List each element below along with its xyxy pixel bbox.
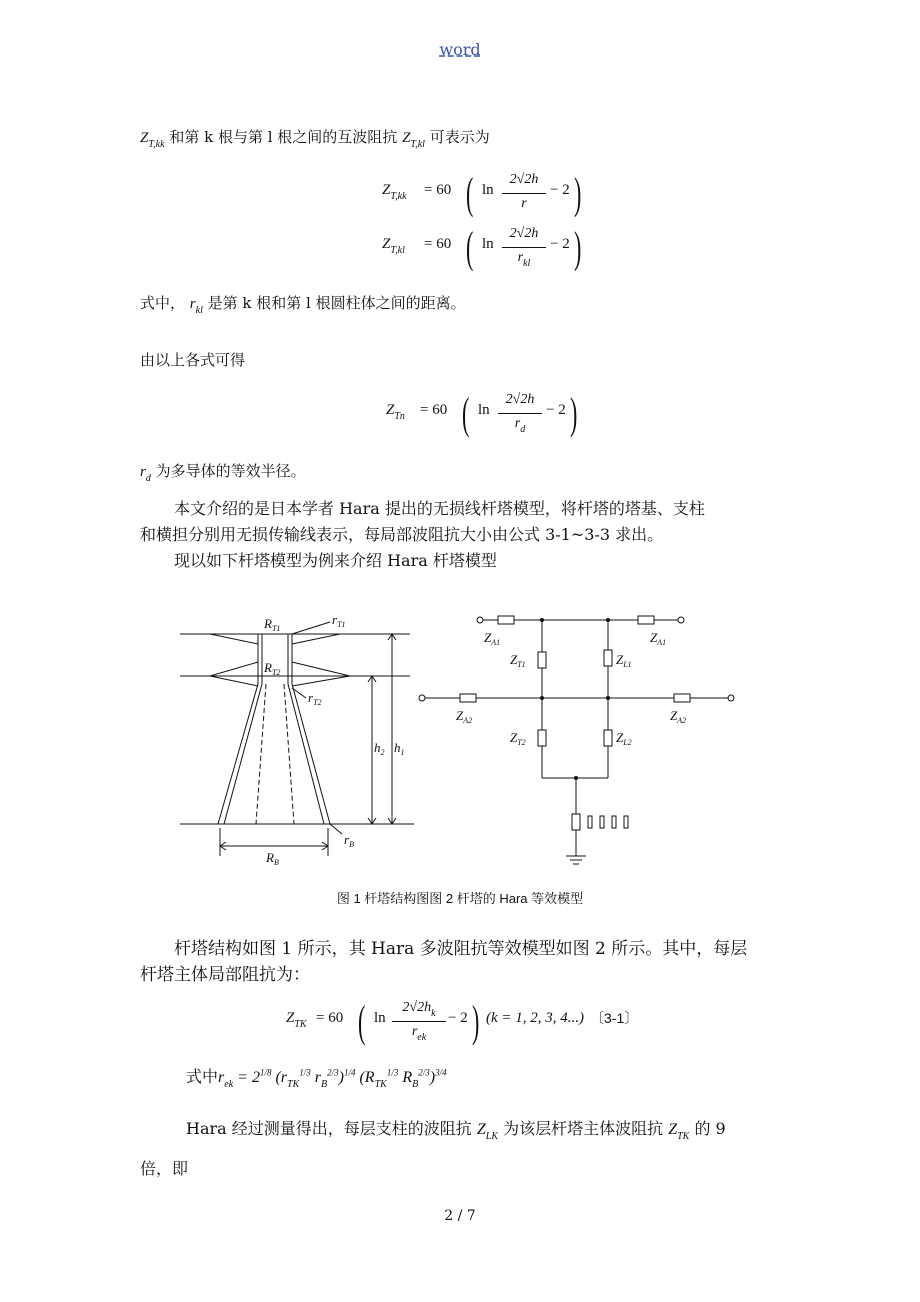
label-zl2: $Z_{L2}$ — [616, 730, 632, 747]
label-RT2: $R_{T2}$ — [264, 660, 281, 677]
var-z-tkl: $Z_{T,kl}$ — [402, 130, 425, 150]
label-zt2: $Z_{T2}$ — [510, 730, 526, 747]
label-zt1: $Z_{T1}$ — [510, 652, 526, 669]
paragraph-impedance-intro — [140, 126, 490, 156]
label-za1-right: $Z_{A1}$ — [650, 630, 667, 647]
figure-tower-structure — [170, 600, 430, 870]
label-za2-right: $Z_{A2}$ — [670, 708, 687, 725]
equation-z-tkk: $Z_{T,kk}$ = 60 ( ln 2√2h r − 2 ) — [382, 169, 582, 218]
figure-hara-circuit — [418, 600, 748, 872]
equation-z-tk: $Z_{TK}$ = 60 ( ln $2√2h_k$ $r_{ek}$ − 2 ) (k = 1, 2, 3, 4...) 〔3-1〕 — [286, 997, 639, 1046]
paragraph-rd-def: $r_d$ 为多导体的等效半径。 — [140, 462, 306, 484]
label-rT2: $r_{T2}$ — [308, 690, 322, 707]
text: 可表示为 — [429, 128, 490, 146]
label-RT1: $R_{T1}$ — [264, 616, 281, 633]
paragraph-rkl-def: 式中， $r_{kl}$ 是第 k 根和第 l 根圆柱体之间的距离。 — [140, 294, 466, 316]
label-h2: $h_2$ — [374, 740, 385, 757]
var-z-tkk: $Z_{T,kk}$ — [140, 130, 165, 150]
label-h1: $h_1$ — [394, 740, 405, 757]
equation-r-ek: 式中$r_{ek} = 2^{1/8}$ ($r_{TK}^{1/3}$ $r_B^{2/3})^{1/4}$ ($R_{TK}^{1/3}$ $R_B^{2/3})^{3/4}$ — [186, 1067, 447, 1090]
page-number: 2 / 7 — [444, 1208, 476, 1224]
paragraph-hara-intro: 本文介绍的是日本学者 Hara 提出的无损线杆塔模型，将杆塔的塔基、支柱 和横担分别用无损传输线表示，每局部波阻抗大小由公式 3-1~3-3 求出。 现以如下杆塔模型为例来介绍 Hara 杆塔模型 — [140, 499, 705, 570]
label-za1-left: $Z_{A1}$ — [484, 630, 501, 647]
label-RB: $R_B$ — [266, 850, 279, 867]
paragraph-hara-measure: Hara 经过测量得出，每层支柱的波阻抗 $Z_{LK}$ 为该层杆塔主体波阻抗 $Z_{TK}$ 的 9 倍，即 — [140, 1119, 726, 1178]
label-rT1: $r_{T1}$ — [332, 612, 346, 629]
text: 和第 k 根与第 l 根之间的互波阻抗 — [169, 128, 398, 146]
equation-z-tkl: $Z_{T,kl}$ = 60 ( ln 2√2h $r_{kl}$ − 2 ) — [382, 223, 582, 272]
page-header-link[interactable]: word — [439, 40, 481, 59]
label-rB: $r_B$ — [344, 832, 354, 849]
equation-z-tn: $Z_{Tn}$ = 60 ( ln 2√2h $r_d$ − 2 ) — [386, 389, 578, 438]
paragraph-structure-desc: 杆塔结构如图 1 所示，其 Hara 多波阻抗等效模型如图 2 所示。其中，每层 杆塔主体局部阻抗为： — [140, 939, 748, 985]
label-zl1: $Z_{L1}$ — [616, 652, 632, 669]
label-za2-left: $Z_{A2}$ — [456, 708, 473, 725]
figure-caption: 图 1 杆塔结构图图 2 杆塔的 Hara 等效模型 — [336, 891, 584, 906]
paragraph-derive: 由以上各式可得 — [140, 351, 246, 369]
